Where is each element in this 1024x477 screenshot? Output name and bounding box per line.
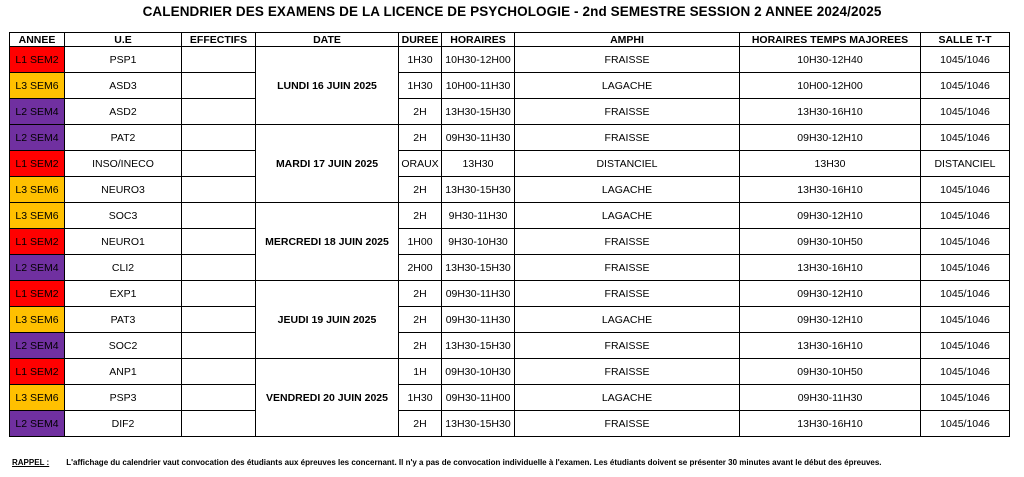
exam-schedule-table	[9, 32, 1010, 437]
header-horaires-majorees: HORAIRES TEMPS MAJOREES	[740, 33, 921, 47]
horaires-majorees-cell: 13H30-16H10	[740, 99, 921, 125]
ue-cell: ANP1	[65, 359, 182, 385]
horaires-cell: 9H30-10H30	[442, 229, 515, 255]
effectifs-cell	[182, 125, 256, 151]
amphi-cell: FRAISSE	[515, 333, 740, 359]
horaires-majorees-cell: 09H30-11H30	[740, 385, 921, 411]
salle-cell: 1045/1046	[921, 99, 1010, 125]
horaires-cell: 13H30-15H30	[442, 99, 515, 125]
effectifs-cell	[182, 177, 256, 203]
table-row	[10, 151, 1010, 177]
horaires-cell: 13H30	[442, 151, 515, 177]
date-cell: MERCREDI 18 JUIN 2025	[256, 203, 399, 281]
ue-cell: PAT2	[65, 125, 182, 151]
header-annee: ANNEE	[10, 33, 65, 47]
header-date: DATE	[256, 33, 399, 47]
amphi-cell: FRAISSE	[515, 359, 740, 385]
rappel-note	[12, 458, 882, 467]
horaires-cell: 09H30-11H30	[442, 307, 515, 333]
amphi-cell: FRAISSE	[515, 411, 740, 437]
header-ue: U.E	[65, 33, 182, 47]
amphi-cell: DISTANCIEL	[515, 151, 740, 177]
duree-cell: 2H	[399, 125, 442, 151]
annee-cell: L3 SEM6	[10, 307, 65, 333]
annee-cell: L1 SEM2	[10, 47, 65, 73]
effectifs-cell	[182, 255, 256, 281]
rappel-label: RAPPEL :	[12, 458, 50, 467]
ue-cell: ASD2	[65, 99, 182, 125]
duree-cell: 1H	[399, 359, 442, 385]
table-row	[10, 281, 1010, 307]
header-horaires: HORAIRES	[442, 33, 515, 47]
salle-cell: 1045/1046	[921, 177, 1010, 203]
table-row	[10, 255, 1010, 281]
page-title: CALENDRIER DES EXAMENS DE LA LICENCE DE PSYCHOLOGIE - 2nd SEMESTRE SESSION 2 ANNEE 2024/2025	[142, 4, 882, 19]
table-row	[10, 359, 1010, 385]
ue-cell: DIF2	[65, 411, 182, 437]
horaires-cell: 09H30-11H30	[442, 281, 515, 307]
effectifs-cell	[182, 307, 256, 333]
date-cell: LUNDI 16 JUIN 2025	[256, 47, 399, 125]
duree-cell: 2H	[399, 307, 442, 333]
ue-cell: EXP1	[65, 281, 182, 307]
date-cell: JEUDI 19 JUIN 2025	[256, 281, 399, 359]
duree-cell: 2H	[399, 177, 442, 203]
table-row	[10, 99, 1010, 125]
annee-cell: L1 SEM2	[10, 229, 65, 255]
amphi-cell: FRAISSE	[515, 255, 740, 281]
annee-cell: L3 SEM6	[10, 385, 65, 411]
salle-cell: 1045/1046	[921, 255, 1010, 281]
ue-cell: PAT3	[65, 307, 182, 333]
duree-cell: 2H	[399, 99, 442, 125]
salle-cell: 1045/1046	[921, 229, 1010, 255]
amphi-cell: FRAISSE	[515, 125, 740, 151]
ue-cell: ASD3	[65, 73, 182, 99]
amphi-cell: LAGACHE	[515, 73, 740, 99]
duree-cell: 2H	[399, 411, 442, 437]
date-cell: VENDREDI 20 JUIN 2025	[256, 359, 399, 437]
horaires-majorees-cell: 13H30-16H10	[740, 177, 921, 203]
horaires-cell: 13H30-15H30	[442, 411, 515, 437]
annee-cell: L2 SEM4	[10, 333, 65, 359]
horaires-cell: 13H30-15H30	[442, 177, 515, 203]
amphi-cell: LAGACHE	[515, 203, 740, 229]
salle-cell: 1045/1046	[921, 333, 1010, 359]
duree-cell: 1H30	[399, 47, 442, 73]
table-row	[10, 411, 1010, 437]
table-row	[10, 125, 1010, 151]
ue-cell: NEURO1	[65, 229, 182, 255]
salle-cell: 1045/1046	[921, 411, 1010, 437]
horaires-cell: 10H00-11H30	[442, 73, 515, 99]
horaires-majorees-cell: 10H00-12H00	[740, 73, 921, 99]
annee-cell: L3 SEM6	[10, 177, 65, 203]
horaires-majorees-cell: 13H30	[740, 151, 921, 177]
amphi-cell: FRAISSE	[515, 229, 740, 255]
ue-cell: SOC3	[65, 203, 182, 229]
annee-cell: L1 SEM2	[10, 359, 65, 385]
horaires-majorees-cell: 13H30-16H10	[740, 255, 921, 281]
table-row	[10, 385, 1010, 411]
duree-cell: 2H	[399, 281, 442, 307]
horaires-cell: 13H30-15H30	[442, 255, 515, 281]
horaires-majorees-cell: 13H30-16H10	[740, 411, 921, 437]
horaires-majorees-cell: 13H30-16H10	[740, 333, 921, 359]
annee-cell: L3 SEM6	[10, 203, 65, 229]
horaires-cell: 10H30-12H00	[442, 47, 515, 73]
date-cell: MARDI 17 JUIN 2025	[256, 125, 399, 203]
annee-cell: L2 SEM4	[10, 125, 65, 151]
table-row	[10, 73, 1010, 99]
amphi-cell: FRAISSE	[515, 47, 740, 73]
duree-cell: 2H00	[399, 255, 442, 281]
annee-cell: L3 SEM6	[10, 73, 65, 99]
duree-cell: ORAUX	[399, 151, 442, 177]
ue-cell: SOC2	[65, 333, 182, 359]
horaires-majorees-cell: 09H30-12H10	[740, 203, 921, 229]
salle-cell: 1045/1046	[921, 359, 1010, 385]
effectifs-cell	[182, 151, 256, 177]
salle-cell: 1045/1046	[921, 281, 1010, 307]
horaires-majorees-cell: 09H30-12H10	[740, 125, 921, 151]
header-duree: DUREE	[399, 33, 442, 47]
salle-cell: 1045/1046	[921, 47, 1010, 73]
horaires-majorees-cell: 10H30-12H40	[740, 47, 921, 73]
effectifs-cell	[182, 203, 256, 229]
horaires-cell: 09H30-11H30	[442, 125, 515, 151]
header-amphi: AMPHI	[515, 33, 740, 47]
horaires-majorees-cell: 09H30-12H10	[740, 307, 921, 333]
amphi-cell: LAGACHE	[515, 307, 740, 333]
duree-cell: 1H30	[399, 73, 442, 99]
horaires-cell: 09H30-11H00	[442, 385, 515, 411]
effectifs-cell	[182, 411, 256, 437]
effectifs-cell	[182, 47, 256, 73]
annee-cell: L2 SEM4	[10, 411, 65, 437]
salle-cell: 1045/1046	[921, 73, 1010, 99]
amphi-cell: LAGACHE	[515, 177, 740, 203]
effectifs-cell	[182, 359, 256, 385]
table-row	[10, 333, 1010, 359]
horaires-cell: 13H30-15H30	[442, 333, 515, 359]
annee-cell: L1 SEM2	[10, 281, 65, 307]
table-row	[10, 47, 1010, 73]
effectifs-cell	[182, 281, 256, 307]
ue-cell: CLI2	[65, 255, 182, 281]
effectifs-cell	[182, 333, 256, 359]
horaires-majorees-cell: 09H30-10H50	[740, 359, 921, 385]
ue-cell: NEURO3	[65, 177, 182, 203]
salle-cell: 1045/1046	[921, 385, 1010, 411]
table-header-row	[10, 33, 1010, 47]
table-row	[10, 177, 1010, 203]
horaires-majorees-cell: 09H30-10H50	[740, 229, 921, 255]
horaires-cell: 9H30-11H30	[442, 203, 515, 229]
ue-cell: INSO/INECO	[65, 151, 182, 177]
horaires-cell: 09H30-10H30	[442, 359, 515, 385]
ue-cell: PSP1	[65, 47, 182, 73]
amphi-cell: LAGACHE	[515, 385, 740, 411]
header-effectifs: EFFECTIFS	[182, 33, 256, 47]
duree-cell: 2H	[399, 203, 442, 229]
salle-cell: 1045/1046	[921, 125, 1010, 151]
effectifs-cell	[182, 385, 256, 411]
duree-cell: 1H30	[399, 385, 442, 411]
effectifs-cell	[182, 229, 256, 255]
table-row	[10, 203, 1010, 229]
header-salle: SALLE T-T	[921, 33, 1010, 47]
salle-cell: 1045/1046	[921, 203, 1010, 229]
horaires-majorees-cell: 09H30-12H10	[740, 281, 921, 307]
amphi-cell: FRAISSE	[515, 281, 740, 307]
ue-cell: PSP3	[65, 385, 182, 411]
effectifs-cell	[182, 99, 256, 125]
table-row	[10, 307, 1010, 333]
salle-cell: 1045/1046	[921, 307, 1010, 333]
effectifs-cell	[182, 73, 256, 99]
annee-cell: L1 SEM2	[10, 151, 65, 177]
annee-cell: L2 SEM4	[10, 99, 65, 125]
rappel-text: L'affichage du calendrier vaut convocation des étudiants aux épreuves les concernant. Il n'y a pas de convocation individuelle à l'examen. Les étudiants doivent se présenter 30 minutes avant le début des épreuves.	[66, 458, 882, 467]
salle-cell: DISTANCIEL	[921, 151, 1010, 177]
amphi-cell: FRAISSE	[515, 99, 740, 125]
table-row	[10, 229, 1010, 255]
annee-cell: L2 SEM4	[10, 255, 65, 281]
duree-cell: 1H00	[399, 229, 442, 255]
duree-cell: 2H	[399, 333, 442, 359]
